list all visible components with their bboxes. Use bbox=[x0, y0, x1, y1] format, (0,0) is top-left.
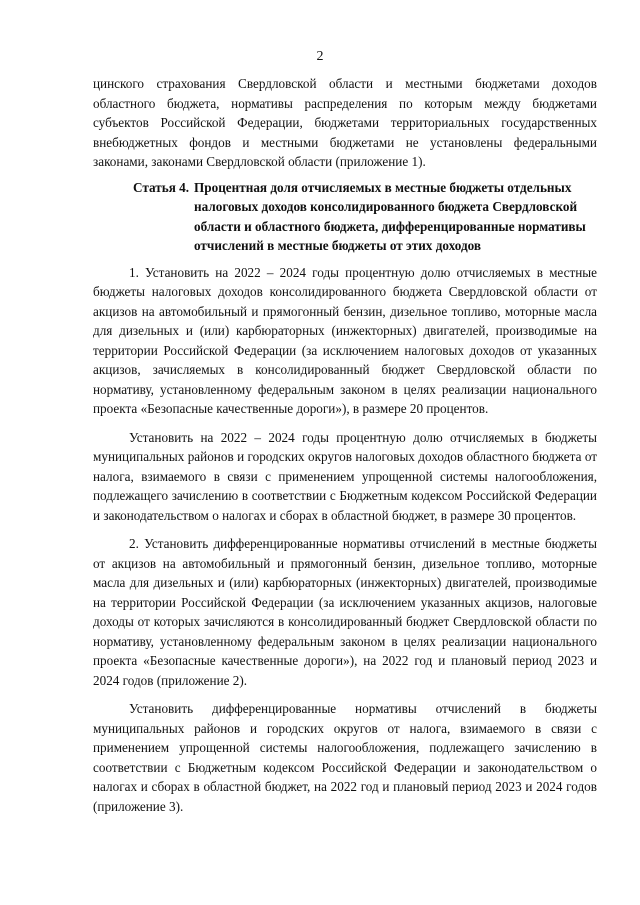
paragraph-item-2-second: Установить дифференцированные нормативы отчислений в бюджеты муниципальных районов и городских округов от налога, взимаемого в связи с применением упрощенной системы налогообложения, подлежащего зачислению в соответствии с Бюджетным кодексом Российской Федерации и законодательством о налогах и сборах в областной бюджет, на 2022 год и плановый период 2023 и 2024 годов (приложение 3). bbox=[93, 701, 597, 814]
page-number: 2 bbox=[316, 49, 324, 64]
article-title: Процентная доля отчисляемых в местные бюджеты отдельных налоговых доходов консолидированного бюджета Свердловской области и областного бюджета, дифференцированные нормативы отчислений в местные бюджеты от этих доходов bbox=[194, 179, 586, 253]
paragraph-item-1: 1. Установить на 2022 – 2024 годы процентную долю отчисляемых в местные бюджеты налоговых доходов консолидированного бюджета Свердловской области от акцизов на автомобильный и прямогонный бензин, дизельное топливо, моторные масла для дизельных и (или) карбюраторных (инжекторных) двигателей, производимые на территории Российской Федерации (за исключением налоговых доходов от указанных акцизов, зачисляемых в консолидированный бюджет Свердловской области по нормативу, установленному федеральным законом в целях реализации национального проекта «Безопасные качественные дороги»), в размере 20 процентов. bbox=[93, 264, 597, 416]
paragraph-item-2: 2. Установить дифференцированные нормативы отчислений в местные бюджеты от акцизов на автомобильный и прямогонный бензин, дизельное топливо, моторные масла для дизельных и (или) карбюраторных (инжекторных) двигателей, производимые на территории Российской Федерации (за исключением указанных акцизов, налоговые доходы от которых зачисляются в консолидированный бюджет Свердловской области по нормативу, установленному федеральным законом в целях реализации национального проекта «Безопасные качественные дороги»), на 2022 год и плановый период 2023 и 2024 годов (приложение 2). bbox=[93, 536, 597, 688]
document-body bbox=[93, 74, 597, 816]
paragraph-continuation: цинского страхования Свердловской области и местными бюджетами доходов областного бюджета, нормативы распределения по которым между бюджетами субъектов Российской Федерации, бюджетами территориальных государственных внебюджетных фондов и местными бюджетами не установлены федеральными законами, законами Свердловской области (приложение 1). bbox=[93, 76, 597, 169]
article-number: Статья 4. bbox=[133, 179, 190, 195]
article-heading bbox=[93, 178, 597, 256]
paragraph-item-1-second: Установить на 2022 – 2024 годы процентную долю отчисляемых в бюджеты муниципальных районов и городских округов налоговых доходов областного бюджета от налога, взимаемого в связи с применением упрощенной системы налогообложения, подлежащего зачислению в соответствии с Бюджетным кодексом Российской Федерации и законодательством о налогах и сборах в областной бюджет, в размере 30 процентов. bbox=[93, 429, 597, 523]
